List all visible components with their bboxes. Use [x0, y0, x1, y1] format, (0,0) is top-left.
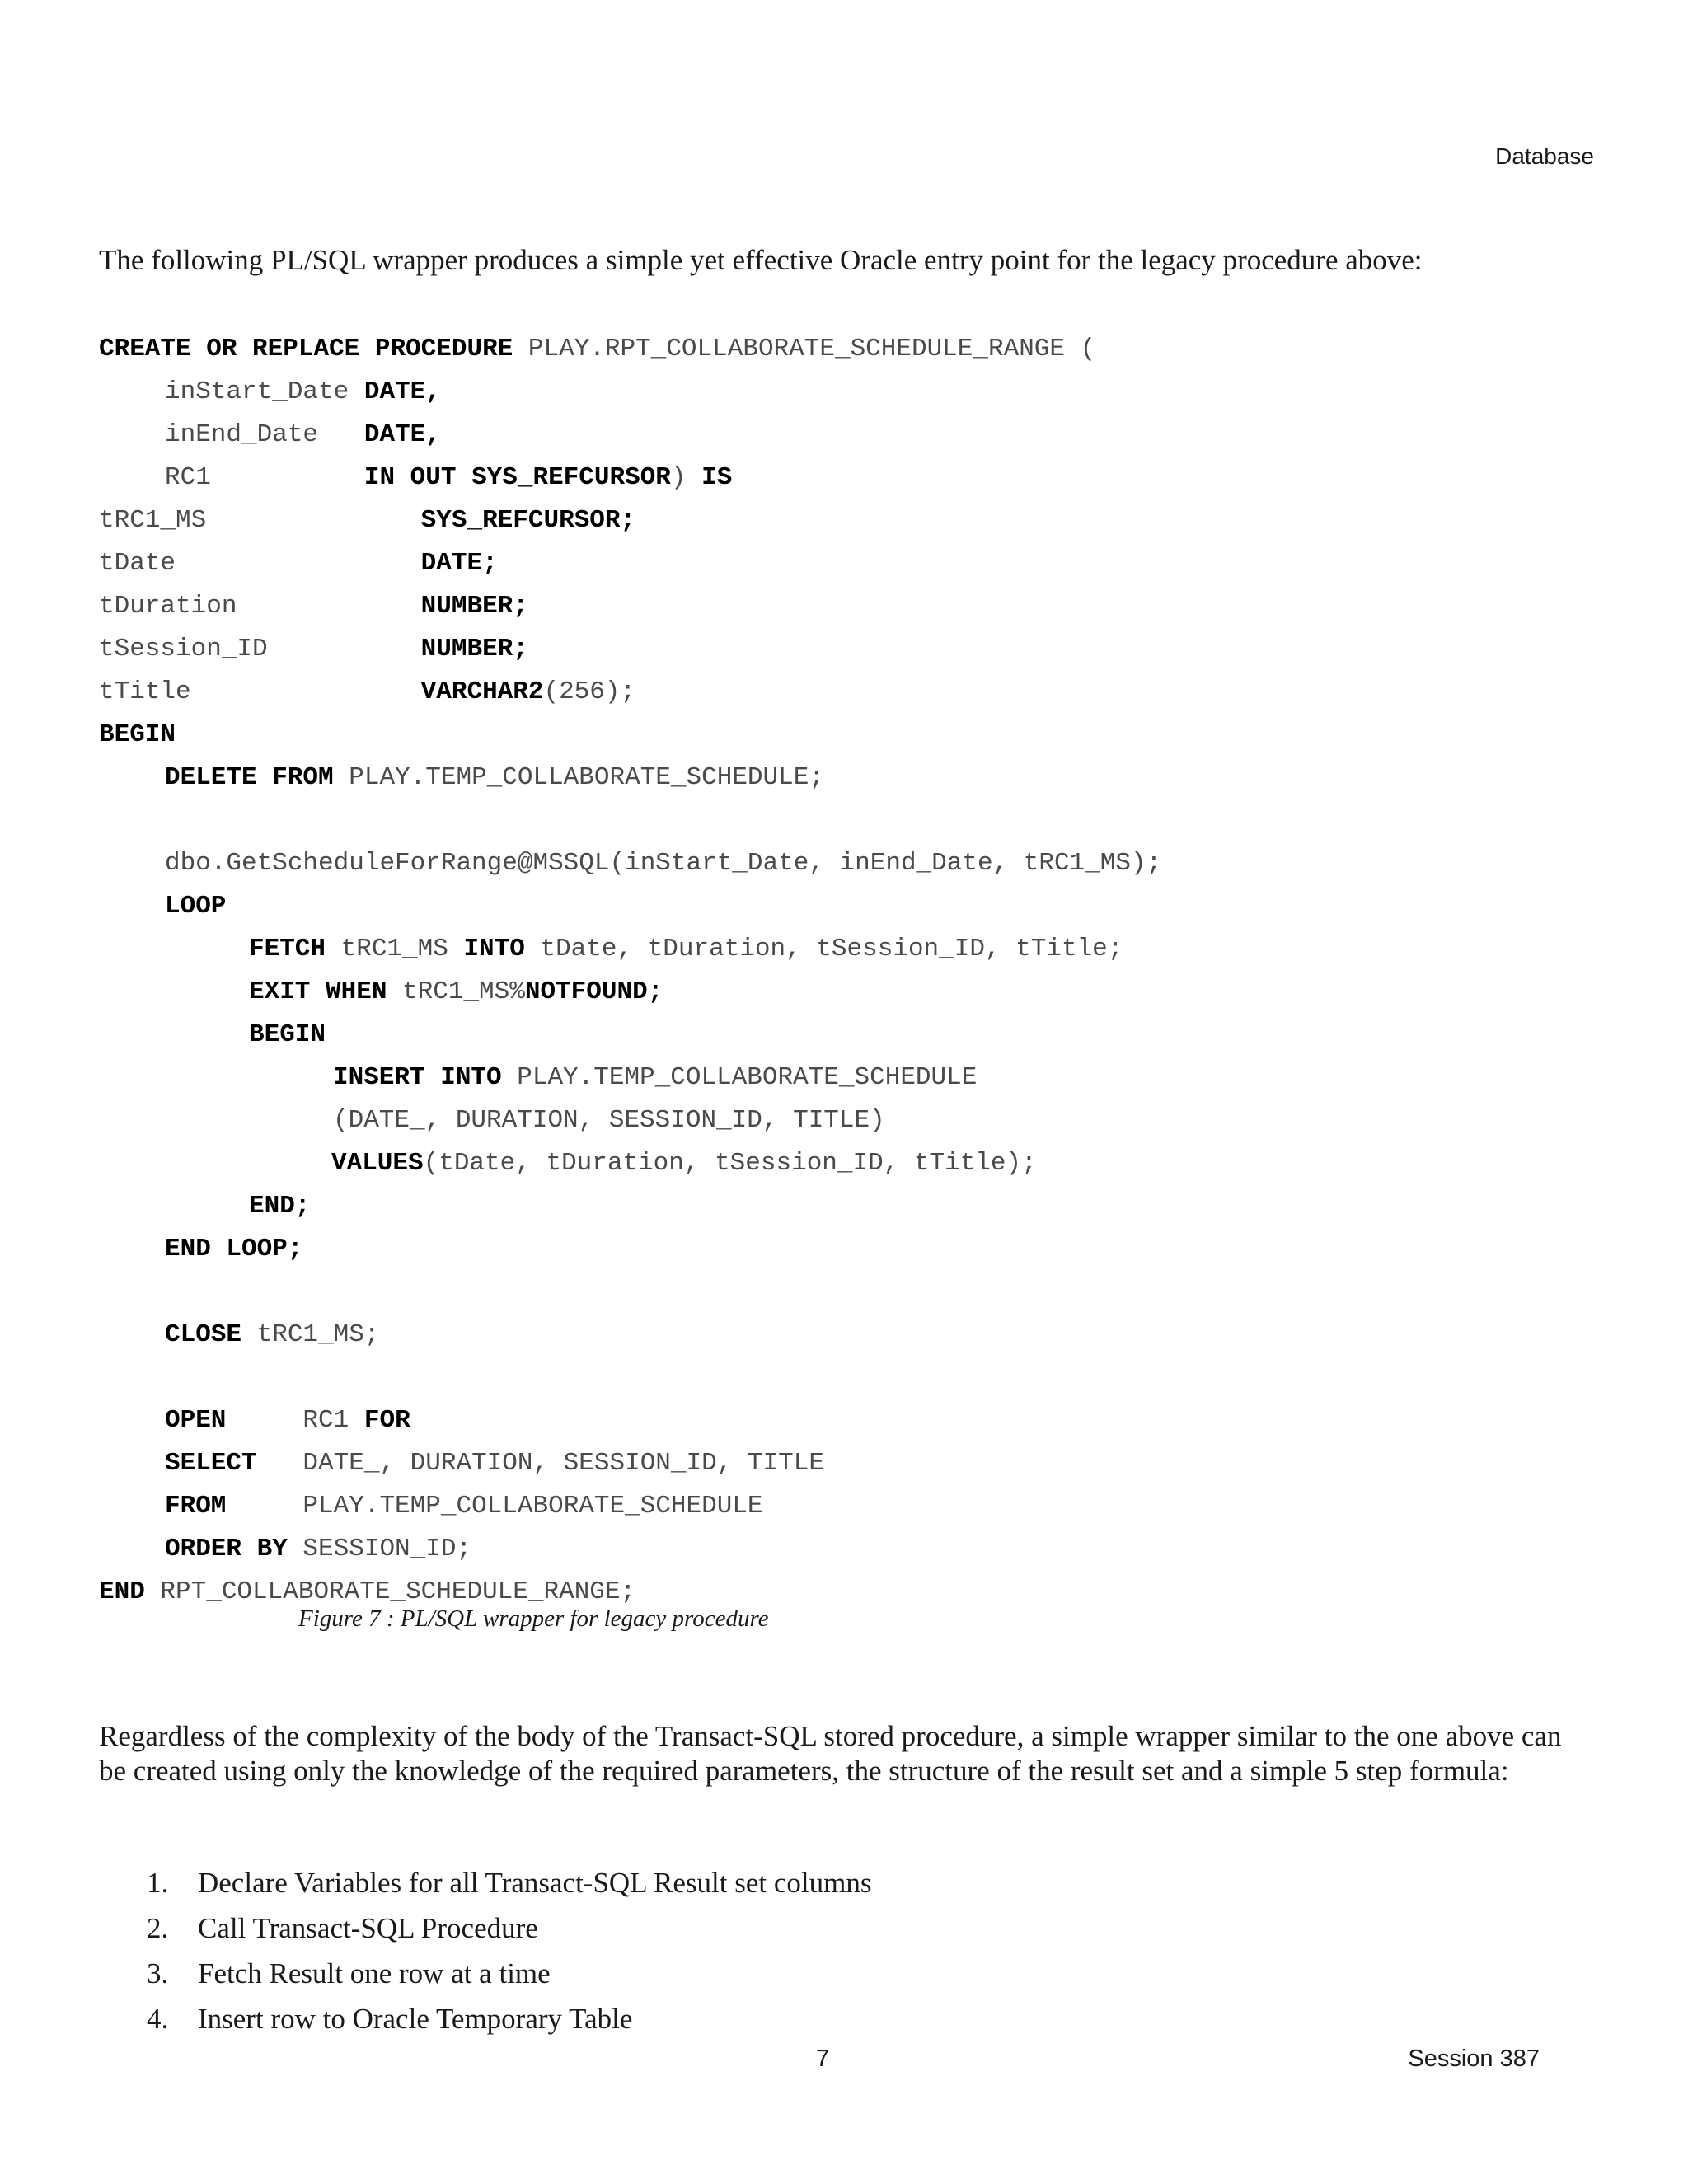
code-line: tRC1_MS SYS_REFCURSOR;: [99, 506, 636, 535]
code-line: EXIT WHEN tRC1_MS%NOTFOUND;: [249, 977, 663, 1006]
code-line: END LOOP;: [165, 1235, 303, 1263]
code-line: LOOP: [165, 892, 227, 921]
code-line: dbo.GetScheduleForRange@MSSQL(inStart_Date, inEnd_Date, tRC1_MS);: [165, 849, 1162, 878]
code-line: INSERT INTO PLAY.TEMP_COLLABORATE_SCHEDULE: [333, 1063, 978, 1092]
code-line: SELECT DATE_, DURATION, SESSION_ID, TITLE: [165, 1449, 824, 1478]
code-line: inStart_Date DATE,: [165, 377, 441, 406]
code-line: ORDER BY SESSION_ID;: [165, 1535, 472, 1563]
list-item: 4. Insert row to Oracle Temporary Table: [147, 2003, 633, 2035]
code-line: inEnd_Date DATE,: [165, 420, 441, 449]
code-line: BEGIN: [99, 720, 176, 749]
code-line: CLOSE tRC1_MS;: [165, 1320, 380, 1349]
section-header: Database: [1495, 143, 1594, 169]
code-line: END;: [249, 1192, 311, 1221]
list-item: 3. Fetch Result one row at a time: [147, 1957, 551, 1990]
intro-text: The following PL/SQL wrapper produces a simple yet effective Oracle entry point for the legacy procedure above:: [99, 244, 1423, 276]
code-line: CREATE OR REPLACE PROCEDURE PLAY.RPT_COLLABORATE_SCHEDULE_RANGE (: [99, 335, 1096, 363]
figure-caption: Figure 7 : PL/SQL wrapper for legacy procedure: [298, 1605, 769, 1632]
code-line: VALUES(tDate, tDuration, tSession_ID, tTitle);: [331, 1149, 1037, 1178]
session-label: Session 387: [1408, 2046, 1540, 2072]
list-item: 2. Call Transact-SQL Procedure: [147, 1912, 538, 1944]
code-line: BEGIN: [249, 1020, 326, 1049]
code-line: tTitle VARCHAR2(256);: [99, 677, 636, 706]
code-line: tDate DATE;: [99, 549, 498, 578]
code-line: tSession_ID NUMBER;: [99, 635, 528, 663]
body-paragraph: Regardless of the complexity of the body of the Transact-SQL stored procedure, a simple wrapper similar to the one above can be created using only the knowledge of the required parameters, the structure of the result set and a simple 5 step formula:: [99, 1720, 1562, 1787]
code-line: FETCH tRC1_MS INTO tDate, tDuration, tSession_ID, tTitle;: [249, 935, 1123, 963]
code-line: END RPT_COLLABORATE_SCHEDULE_RANGE;: [99, 1577, 636, 1606]
code-line: DELETE FROM PLAY.TEMP_COLLABORATE_SCHEDULE;: [165, 763, 824, 792]
code-line: OPEN RC1 FOR: [165, 1406, 410, 1435]
code-line: FROM PLAY.TEMP_COLLABORATE_SCHEDULE: [165, 1492, 763, 1521]
page-number: 7: [816, 2046, 830, 2072]
code-line: RC1 IN OUT SYS_REFCURSOR) IS: [165, 463, 733, 492]
list-item: 1. Declare Variables for all Transact-SQL Result set columns: [147, 1867, 872, 1899]
code-line: (DATE_, DURATION, SESSION_ID, TITLE): [333, 1106, 885, 1135]
code-line: tDuration NUMBER;: [99, 592, 528, 621]
